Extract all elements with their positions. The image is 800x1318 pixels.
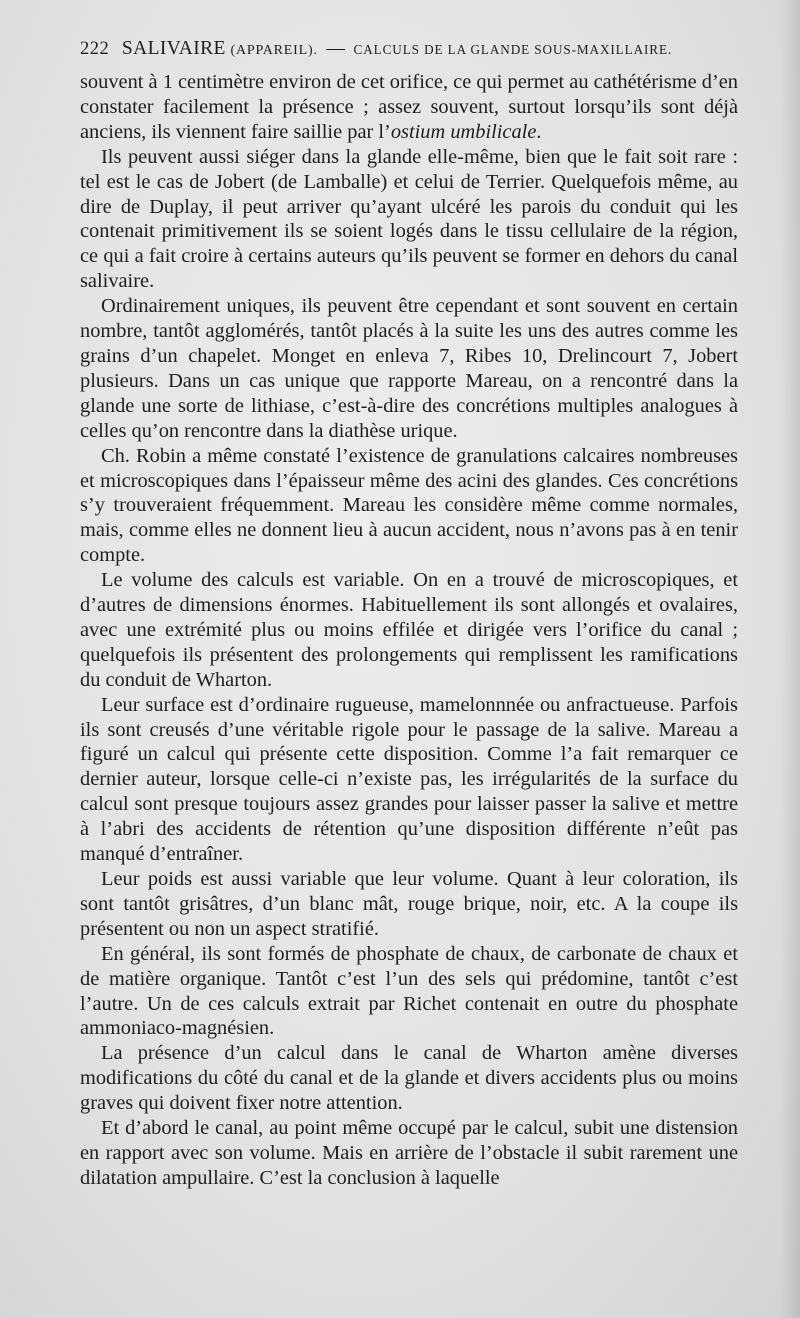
section-title: SALIVAIRE <box>121 38 226 59</box>
page-number: 222 <box>80 39 110 59</box>
paragraph-8: En général, ils sont formés de phosphate de chaux, de carbonate de chaux et de matière organique. Tantôt c’est l’un des sels qui prédomine, tantôt c’est l’autre. Un de ces calculs extrait par Richet contenait en outre du phosphate ammoniaco-magnésien. <box>80 942 738 1040</box>
paragraph-3: Ordinairement uniques, ils peuvent être cependant et sont souvent en certain nombre, tantôt agglomérés, tantôt placés à la suite les uns des autres comme les grains d’un chapelet. Monget en enleva 7, Ribes 10, Drelincourt 7, Jobert plusieurs. Dans un cas unique que rapporte Mareau, on a rencontré dans la glande une sorte de lithiase, c’est-à-dire des concrétions multiples analogues à celles qu’on rencontre dans la diathèse urique. <box>80 295 738 442</box>
paragraph-7: Leur poids est aussi variable que leur volume. Quant à leur coloration, ils sont tantôt grisâtres, d’un blanc mât, rouge brique, noir, etc. A la coupe ils présentent ou non un aspect stratifié. <box>80 868 738 940</box>
page-edge-shadow <box>780 0 800 1318</box>
chapter-title: CALCULS DE LA GLANDE SOUS-MAXILLAIRE. <box>353 42 673 57</box>
body-text <box>80 70 738 1191</box>
paragraph-4: Ch. Robin a même constaté l’existence de granulations calcaires nombreuses et microscopiques dans l’épaisseur même des acini des glandes. Ces concrétions s’y trouveraient fréquemment. Mareau les considère même comme normales, mais, comme elles ne donnent lieu à aucun accident, nous n’avons pas à en tenir compte. <box>80 444 738 567</box>
section-subtitle: (APPAREIL). <box>230 43 318 58</box>
latin-term: ostium umbilicale <box>390 120 537 143</box>
header-dash: — <box>326 39 345 59</box>
paragraph-9: La présence d’un calcul dans le canal de Wharton amène diverses modifications du côté du canal et de la glande et divers accidents plus ou moins graves qui doivent fixer notre attention. <box>80 1042 738 1115</box>
running-header <box>80 38 700 60</box>
paragraph-6: Leur surface est d’ordinaire rugueuse, mamelonnnée ou anfractueuse. Parfois ils sont creusés d’une véritable rigole pour le passage de la salive. Mareau a figuré un calcul qui présente cette disposition. Comme l’a fait remarquer ce dernier auteur, lorsque celle-ci n’existe pas, les irrégularités de la surface du calcul sont presque toujours assez grandes pour laisser passer la salive et mettre à l’abri des accidents de rétention qu’une disposition différente n’eût pas manqué d’entraîner. <box>80 693 738 866</box>
paragraph-2: Ils peuvent aussi siéger dans la glande elle-même, bien que le fait soit rare : tel est le cas de Jobert (de Lamballe) et celui de Terrier. Quelquefois même, au dire de Duplay, il peut arriver qu’ayant ulcéré les parois du conduit qui les contenait primitivement ils se soient logés dans le tissu cellulaire de la région, ce qui a fait croire à certains auteurs qu’ils peuvent se former en dehors du canal salivaire. <box>80 145 738 293</box>
paragraph-1: souvent à 1 centimètre environ de cet orifice, ce qui permet au cathétérisme d’en constater facilement la présence ; assez souvent, surtout lorsqu’ils sont déjà anciens, ils viennent faire saillie par l’ostium umbilicale. <box>80 71 738 143</box>
paragraph-5: Le volume des calculs est variable. On en a trouvé de microscopiques, et d’autres de dimensions énormes. Habituellement ils sont allongés et ovalaires, avec une extrémité plus ou moins effilée et dirigée vers l’orifice du canal ; quelquefois ils présentent des prolongements qui remplissent les ramifications du conduit de Wharton. <box>80 569 738 691</box>
paragraph-10: Et d’abord le canal, au point même occupé par le calcul, subit une distension en rapport avec son volume. Mais en arrière de l’obstacle il subit rarement une dilatation ampullaire. C’est la conclusion à laquelle <box>80 1117 738 1189</box>
